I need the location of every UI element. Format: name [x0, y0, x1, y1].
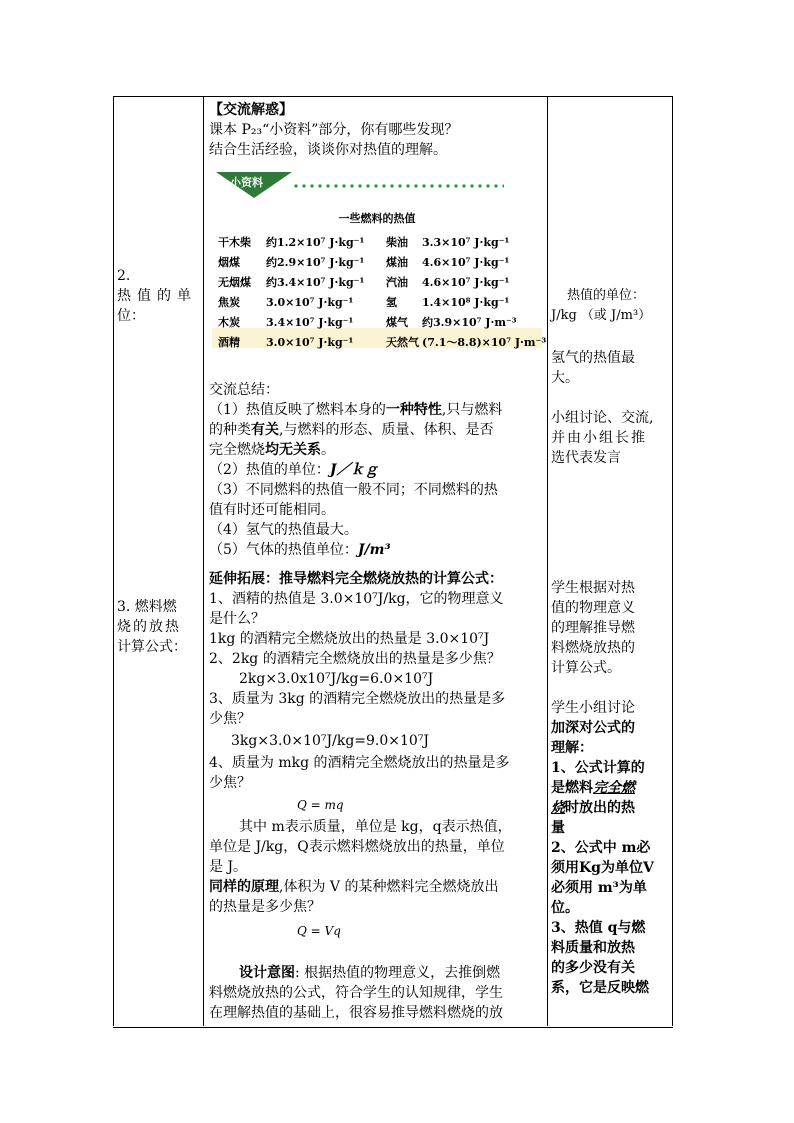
extension-title: 延伸拓展：推导燃料完全燃烧放热的计算公式：	[209, 571, 503, 587]
right-student-note	[551, 578, 669, 678]
text-line: 须用Kg为单位V	[551, 860, 654, 876]
text-line: 加深对公式的	[551, 720, 635, 736]
text-span: ,体积为 V 的某种燃料完全燃烧放出	[279, 879, 499, 895]
table-border-col2	[547, 96, 548, 1026]
fuel-value: 4.6×10⁷ J·kg⁻¹	[422, 276, 510, 289]
summary-title: 交流总结：	[209, 382, 279, 398]
summary-p1-line1	[209, 400, 502, 420]
row-label-line: 3. 燃料燃	[117, 599, 177, 615]
text-line: 氢气的热值最	[551, 350, 635, 366]
text-span: 。	[321, 442, 335, 458]
text-line: 的理解推导燃	[551, 620, 635, 636]
text-span: 的种类	[209, 422, 251, 438]
text-span: : 根据热值的物理意义，去推倒燃	[295, 965, 501, 981]
fuel-value: 约3.4×10⁷ J·kg⁻¹	[266, 276, 365, 289]
fuel-name: 酒精	[218, 336, 240, 349]
fuel-heat-table-figure	[212, 170, 547, 360]
text-line: 值的物理意义	[551, 600, 635, 616]
fuel-name: 柴油	[386, 236, 408, 249]
bold-span: J／ｋｇ	[329, 462, 379, 478]
row-label-line: 烧的放热	[117, 619, 181, 635]
table-border-col1	[203, 96, 204, 1026]
text-line: J/kg （或 J/m³）	[551, 308, 652, 323]
fuel-name: 焦炭	[218, 296, 240, 309]
text-span: （5）气体的热值单位：	[209, 542, 358, 558]
summary-p2	[209, 460, 379, 480]
fuel-value: 3.0×10⁷ J·kg⁻¹	[266, 336, 354, 349]
fuel-name: 汽油	[386, 276, 408, 289]
text-line: 大。	[551, 370, 579, 386]
fuel-name: 干木柴	[218, 236, 251, 249]
formula-mq: Q = mq	[297, 798, 344, 812]
text-line: 结合生活经验，谈谈你对热值的理解。	[209, 142, 447, 158]
explain-line2: 单位是 J/kg，Q表示燃料燃烧放出的热量，单位	[209, 839, 505, 855]
summary-p3a: （3）不同燃料的热值一般不同；不同燃料的热	[209, 482, 498, 498]
summary-p3b: 值有时还可能相同。	[209, 502, 335, 518]
text-line: 位。	[551, 900, 579, 916]
text-span: 时放出的热	[565, 800, 635, 816]
text-line: 理解：	[551, 740, 593, 756]
fuel-value: 约1.2×10⁷ J·kg⁻¹	[266, 236, 365, 249]
text-span: 完全燃烧	[209, 442, 265, 458]
q1-line2: 是什么？	[209, 611, 265, 627]
fuel-name: 煤气	[386, 316, 408, 329]
row-label-line: 2.	[117, 268, 131, 284]
right-discussion-note	[551, 698, 669, 998]
fuel-value: 约2.9×10⁷ J·kg⁻¹	[266, 256, 365, 269]
text-span: ,与燃料的形态、质量、体积、是否	[279, 422, 494, 438]
table-border-right	[672, 96, 673, 1026]
text-line: 必须用 m³为单	[551, 880, 647, 896]
underlined-span: 烧	[551, 800, 565, 816]
text-line: 学生根据对热	[551, 580, 635, 596]
row-label-line: 计算公式：	[117, 639, 187, 655]
text-line	[551, 778, 669, 798]
text-line: 3、热值 q与燃	[551, 920, 646, 936]
right-hydrogen-note	[551, 348, 669, 388]
figure-banner	[212, 172, 504, 196]
dotted-rule	[292, 184, 504, 188]
text-span: 是燃料	[551, 780, 593, 796]
text-line: 料燃烧放热的	[551, 640, 635, 656]
explain-line1: 其中 m表示质量，单位是 kg，q表示热值，	[239, 819, 512, 835]
row-label-line: 热值的单	[117, 288, 197, 304]
jiaoliu-section	[209, 100, 543, 160]
design-line1	[239, 963, 500, 983]
q4-line1: 4、质量为 mkg 的酒精完全燃烧放出的热量是多	[209, 755, 510, 771]
explain-line3: 是 J。	[209, 859, 248, 875]
text-line: 热值的单位：	[567, 288, 646, 303]
text-line: 料质量和放热	[551, 940, 635, 956]
text-span: （2）热值的单位：	[209, 462, 330, 478]
section-title: 【交流解惑】	[209, 102, 293, 118]
a3: 3kg×3.0×10⁷J/kg=9.0×10⁷J	[231, 733, 430, 749]
q1-line1: 1、酒精的热值是 3.0×10⁷J/kg，它的物理意义	[209, 591, 504, 607]
summary-p4: （4）氢气的热值最大。	[209, 522, 358, 538]
fuel-name: 烟煤	[218, 256, 240, 269]
fuel-value: 3.0×10⁷ J·kg⁻¹	[266, 296, 354, 309]
fuel-value: 1.4×10⁸ J·kg⁻¹	[422, 296, 510, 309]
q3-line1: 3、质量为 3kg 的酒精完全燃烧放出的热量是多	[209, 691, 506, 707]
text-line: 并由小组长推	[551, 430, 647, 446]
bold-span: 一种特性	[385, 402, 442, 418]
banner-label: 小资料	[230, 176, 263, 189]
text-span: （1）热值反映了燃料本身的	[209, 402, 386, 418]
fuel-value: 3.4×10⁷ J·kg⁻¹	[266, 316, 354, 329]
bold-span: 均无关系	[265, 442, 321, 458]
text-span: ,只与燃料	[441, 402, 503, 418]
same-principle-line1	[209, 877, 498, 897]
text-line: 的多少没有关	[551, 960, 635, 976]
fuel-value: 4.6×10⁷ J·kg⁻¹	[422, 256, 510, 269]
fuel-value: 3.3×10⁷ J·kg⁻¹	[422, 236, 510, 249]
summary-p5	[209, 540, 391, 560]
bold-span: 有关	[251, 422, 279, 438]
text-line: 选代表发言	[551, 450, 621, 466]
fuel-value: 约3.9×10⁷ J·m⁻³	[422, 316, 517, 329]
row-label-line: 位：	[117, 308, 145, 324]
a1: 1kg 的酒精完全燃烧放出的热量是 3.0×10⁷J	[209, 631, 490, 647]
fuel-name: 天然气	[386, 336, 419, 349]
bold-span: 设计意图	[239, 965, 295, 981]
row-label-formula	[117, 597, 199, 657]
q3-line2: 少焦？	[209, 711, 251, 727]
fuel-name: 无烟煤	[218, 276, 251, 289]
text-line: 系，它是反映燃	[551, 980, 649, 996]
text-line: 学生小组讨论	[551, 700, 635, 716]
formula-vq: Q = Vq	[297, 924, 341, 938]
right-group-note	[551, 408, 669, 468]
same-principle-line2: 的热量是多少焦？	[209, 899, 321, 915]
row-label-unit	[117, 266, 199, 326]
text-line: 小组讨论、交流,	[551, 410, 654, 426]
right-unit-note	[551, 286, 669, 326]
design-line2: 料燃烧放热的公式，符合学生的认知规律，学生	[209, 985, 503, 1001]
summary-p1-line2	[209, 420, 493, 440]
bold-span: J/m³	[357, 542, 391, 558]
summary-p1-line3	[209, 440, 335, 460]
fuel-name: 煤油	[386, 256, 408, 269]
text-line: 2、公式中 m必	[551, 840, 651, 856]
fuel-value: (7.1～8.8)×10⁷ J·m⁻³	[422, 336, 547, 349]
design-line3: 在理解热值的基础上，很容易推导燃料燃烧的放	[209, 1005, 503, 1021]
text-line: 课本 P₂₃“小资料”部分，你有哪些发现？	[209, 122, 459, 138]
fuel-name: 木炭	[218, 316, 240, 329]
text-line	[551, 798, 669, 818]
a2: 2kg×3.0x10⁷J/kg=6.0×10⁷J	[239, 671, 434, 687]
figure-title: 一些燃料的热值	[338, 212, 416, 225]
q4-line2: 少焦？	[209, 775, 251, 791]
fuel-name: 氢	[386, 296, 397, 309]
text-line: 计算公式。	[551, 660, 621, 676]
text-line: 量	[551, 820, 565, 836]
underlined-span: 完全燃	[593, 780, 635, 796]
q2: 2、2kg 的酒精完全燃烧放出的热量是多少焦？	[209, 651, 501, 667]
bold-span: 同样的原理	[209, 879, 279, 895]
summary-section	[209, 380, 543, 558]
table-border-left	[113, 96, 114, 1026]
text-line: 1、公式计算的	[551, 760, 645, 776]
